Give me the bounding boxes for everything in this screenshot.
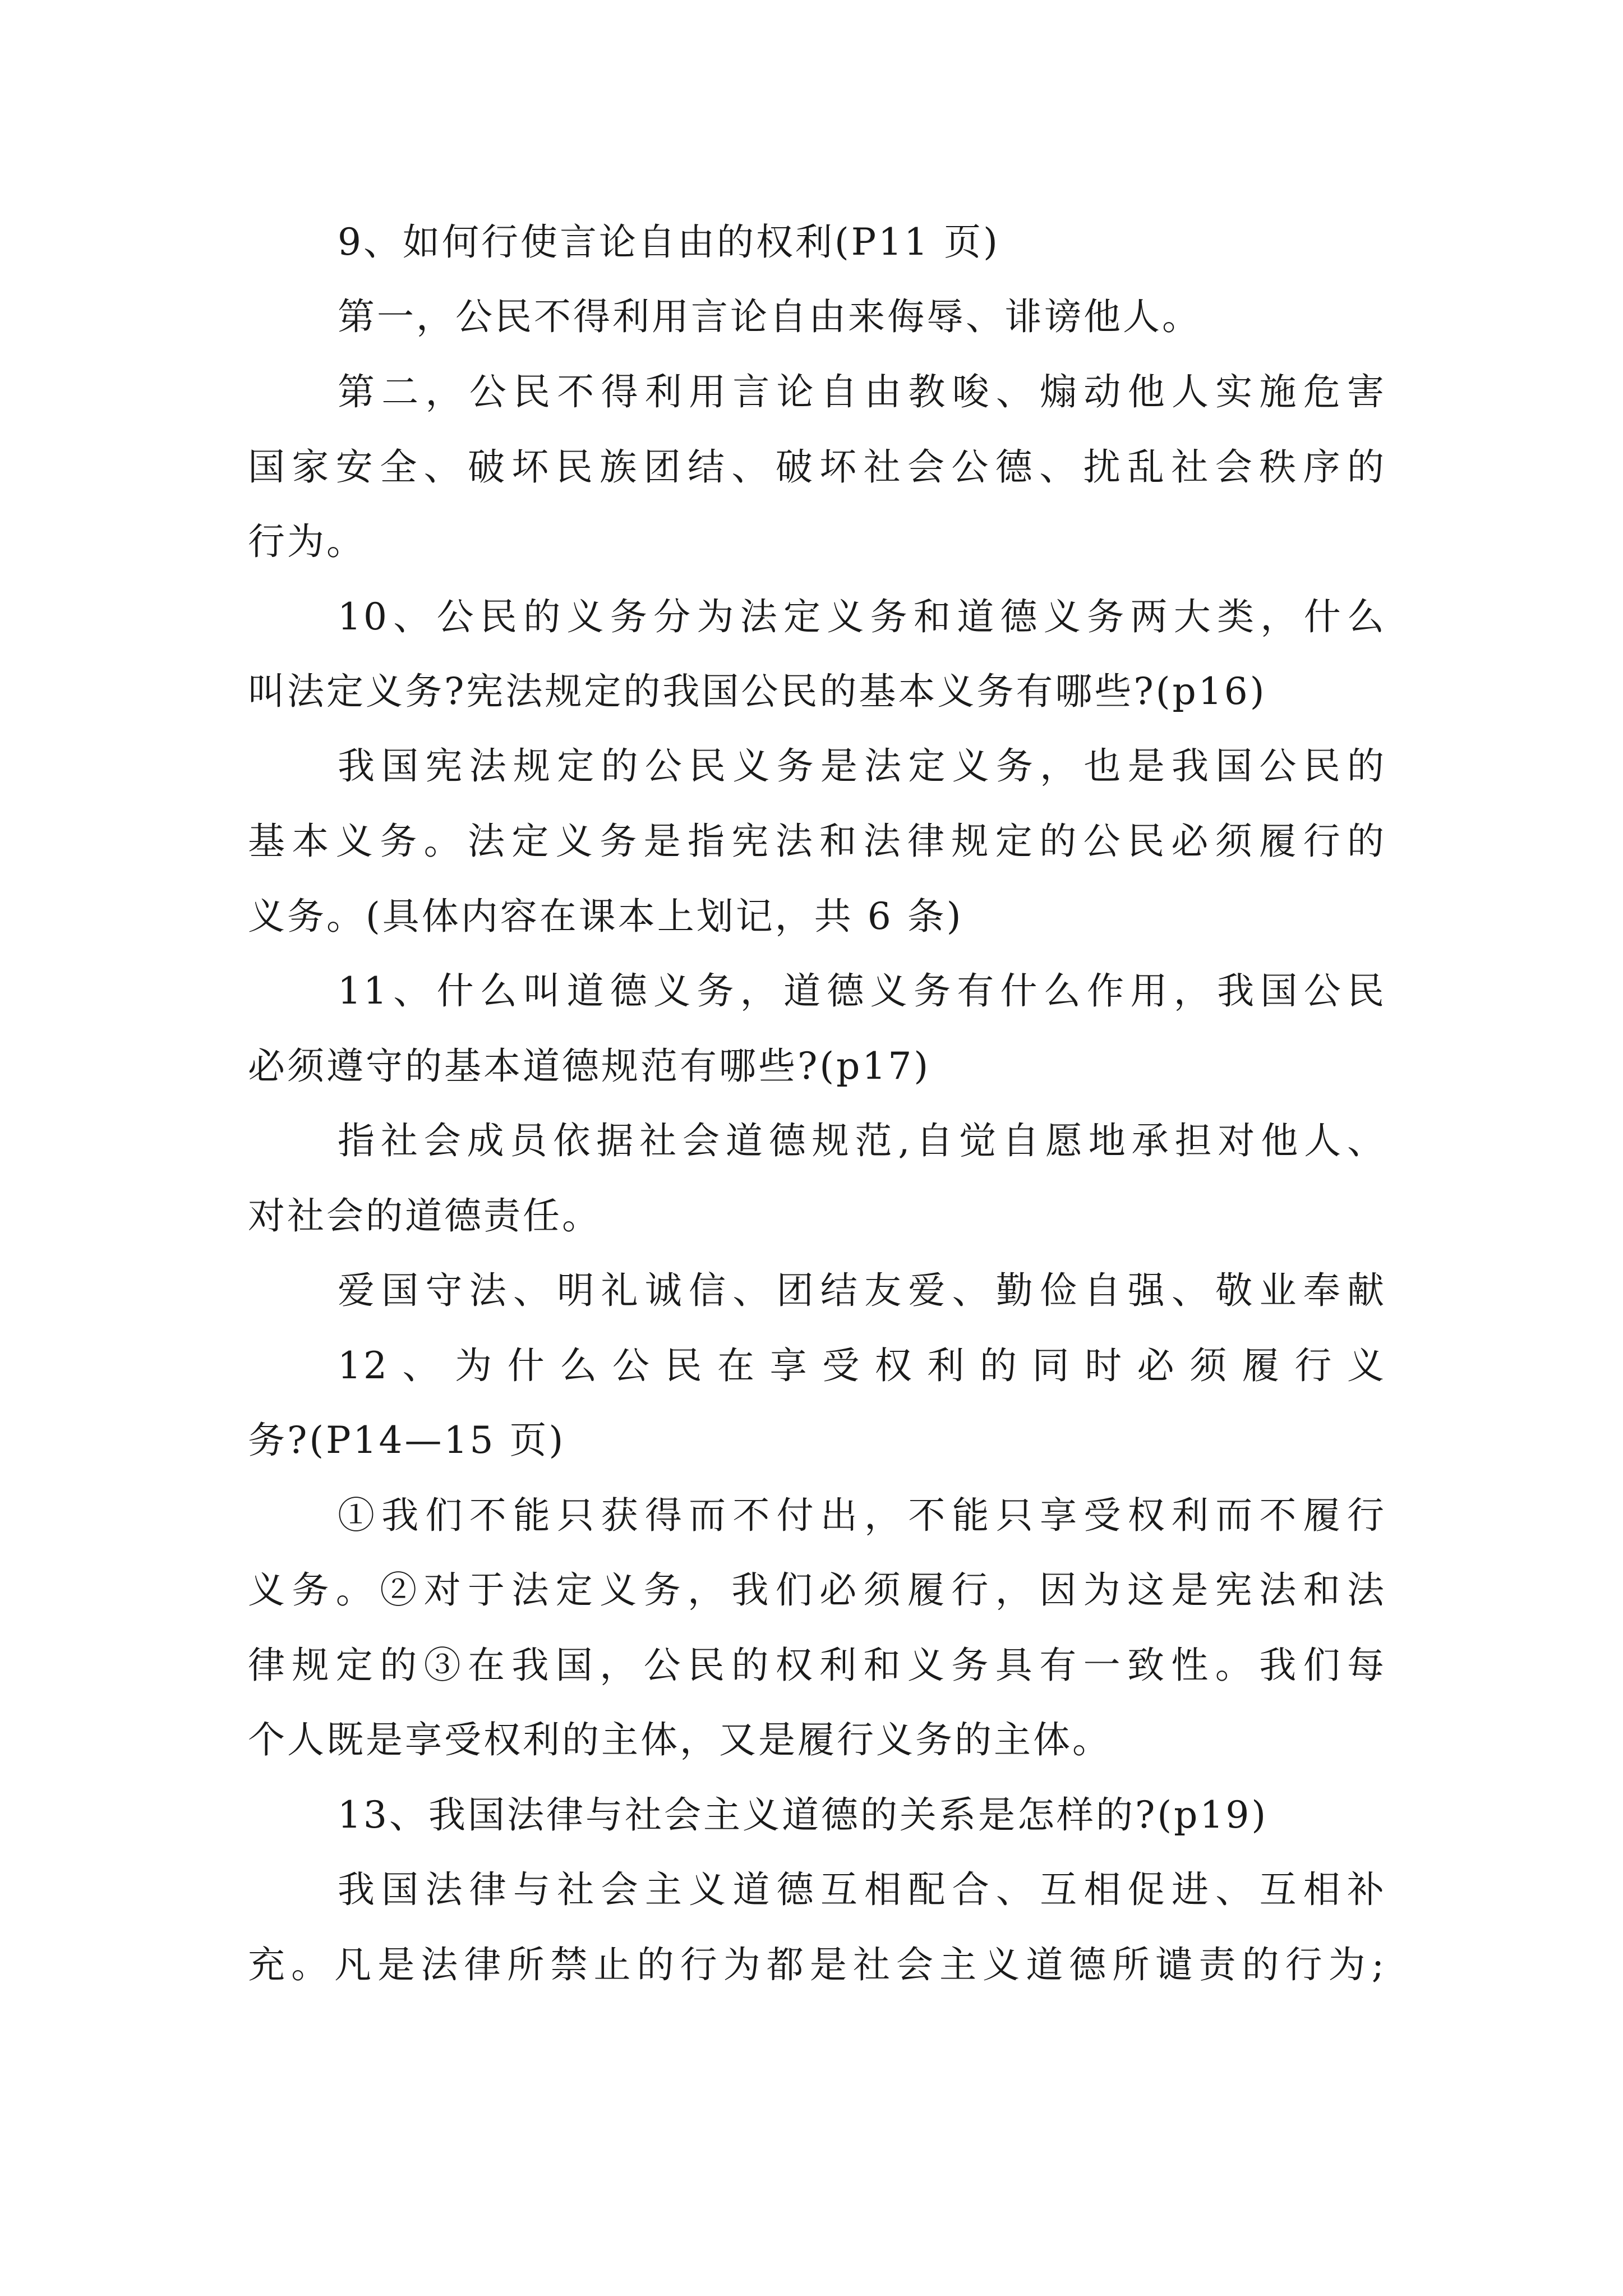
text-line: 我国宪法规定的公民义务是法定义务，也是我国公民的 (338, 744, 1386, 788)
text-line: 第二，公民不得利用言论自由教唆、煽动他人实施危害 (338, 370, 1386, 413)
text-line: 必须遵守的基本道德规范有哪些?(p17) (248, 1045, 931, 1088)
text-line: 12、为什么公民在享受权利的同时必须履行义 (338, 1344, 1386, 1387)
text-line: 指社会成员依据社会道德规范,自觉自愿地承担对他人、 (338, 1119, 1386, 1162)
text-line: ①我们不能只获得而不付出，不能只享受权利而不履行 (338, 1494, 1386, 1537)
text-line: 基本义务。法定义务是指宪法和法律规定的公民必须履行的 (248, 820, 1386, 863)
text-line: 行为。 (248, 520, 366, 563)
text-line: 11、什么叫道德义务，道德义务有什么作用，我国公民 (338, 969, 1386, 1013)
text-line: 务?(P14—15 页) (248, 1419, 566, 1462)
text-line: 义务。②对于法定义务，我们必须履行，因为这是宪法和法 (248, 1568, 1386, 1612)
text-line: 9、如何行使言论自由的权利(P11 页) (338, 220, 1000, 264)
text-line: 爱国守法、明礼诚信、团结友爱、勤俭自强、敬业奉献 (338, 1269, 1386, 1312)
text-line: 10、公民的义务分为法定义务和道德义务两大类，什么 (338, 595, 1386, 638)
text-line: 国家安全、破坏民族团结、破坏社会公德、扰乱社会秩序的 (248, 445, 1386, 489)
text-line: 第一，公民不得利用言论自由来侮辱、诽谤他人。 (338, 295, 1201, 338)
text-line: 义务。(具体内容在课本上划记，共 6 条) (248, 895, 963, 938)
text-line: 律规定的③在我国，公民的权利和义务具有一致性。我们每 (248, 1644, 1386, 1687)
text-line: 我国法律与社会主义道德互相配合、互相促进、互相补 (338, 1868, 1386, 1911)
text-line: 个人既是享受权利的主体，又是履行义务的主体。 (248, 1718, 1112, 1761)
text-line: 充。凡是法律所禁止的行为都是社会主义道德所谴责的行为; (248, 1943, 1386, 1986)
text-line: 叫法定义务?宪法规定的我国公民的基本义务有哪些?(p16) (248, 670, 1267, 713)
text-line: 13、我国法律与社会主义道德的关系是怎样的?(p19) (338, 1793, 1269, 1837)
text-line: 对社会的道德责任。 (248, 1194, 601, 1237)
